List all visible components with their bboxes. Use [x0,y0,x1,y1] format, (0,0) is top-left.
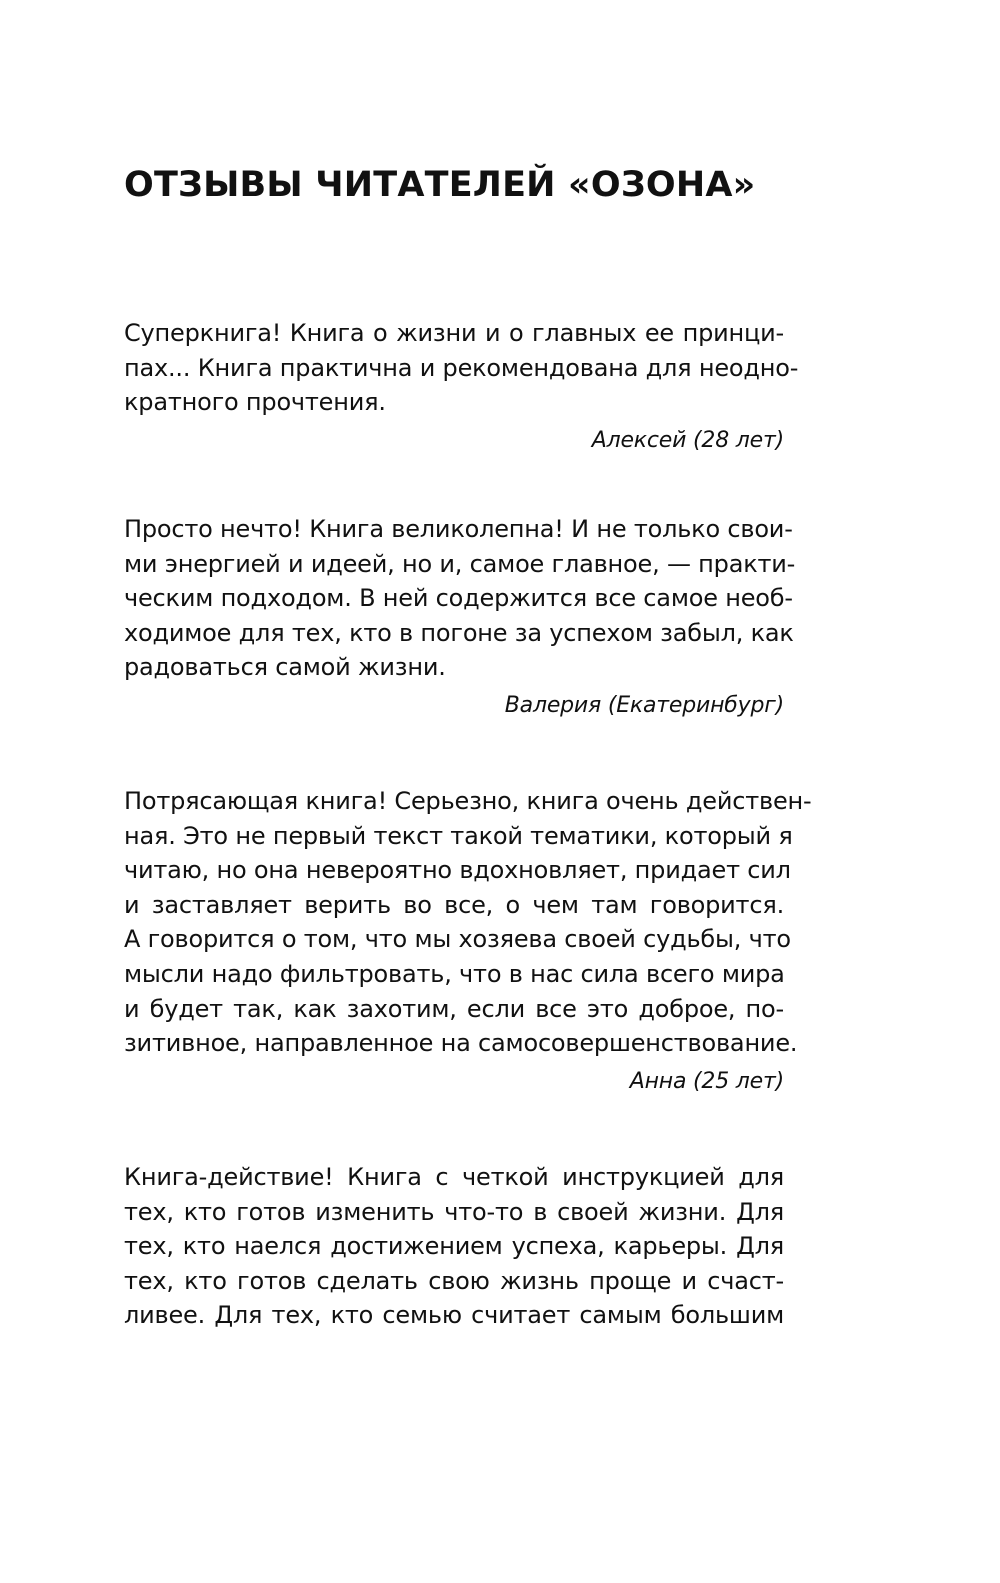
review-text-line: Потрясающая книга! Серьезно, книга очень действен- [124,787,812,815]
page-title: ОТЗЫВЫ ЧИТАТЕЛЕЙ «ОЗОНА» [124,165,756,205]
review-text-line: Книга-действие! Книга с четкой инструкцией для [124,1163,784,1191]
review-text-line: ми энергией и идеей, но и, самое главное, — практи- [124,549,796,578]
review-block [124,784,812,1099]
book-page [124,0,812,1583]
review-text-line: ходимое для тех, кто в погоне за успехом забыл, как [124,618,794,647]
review-block [124,1160,784,1333]
review-text-line: ная. Это не первый текст такой тематики, который я [124,821,793,850]
review-text-line: Просто нечто! Книга великолепна! И не только свои- [124,515,793,543]
review-text-line: и будет так, как захотим, если все это доброе, по- [124,994,784,1023]
review-text-line: А говорится о том, что мы хозяева своей судьбы, что [124,925,791,954]
review-text-line: читаю, но она невероятно вдохновляет, придает сил [124,856,791,885]
review-text-line: пах... Книга практична и рекомендована для неодно- [124,353,799,382]
review-text-line: тех, кто готов изменить что-то в своей жизни. Для [124,1197,784,1226]
review-author: Валерия (Екатеринбург) [504,692,784,718]
review-text-line: кратного прочтения. [124,388,386,417]
review-text-line: тех, кто готов сделать свою жизнь проще и счаст- [124,1266,784,1295]
review-text-line: и заставляет верить во все, о чем там говорится. [124,890,784,919]
review-block [124,512,796,723]
review-block [124,316,799,458]
review-text-line: ливее. Для тех, кто семью считает самым большим [124,1301,784,1330]
review-text-line: радоваться самой жизни. [124,653,446,682]
review-text-line: Суперкнига! Книга о жизни и о главных ее принци- [124,319,784,347]
review-text-line: мысли надо фильтровать, что в нас сила всего мира [124,959,785,988]
review-text-line: зитивное, направленное на самосовершенствование. [124,1029,798,1058]
review-text-line: тех, кто наелся достижением успеха, карьеры. Для [124,1232,784,1261]
review-text-line: ческим подходом. В ней содержится все самое необ- [124,584,793,613]
review-author: Алексей (28 лет) [591,427,784,453]
review-author: Анна (25 лет) [629,1068,784,1094]
